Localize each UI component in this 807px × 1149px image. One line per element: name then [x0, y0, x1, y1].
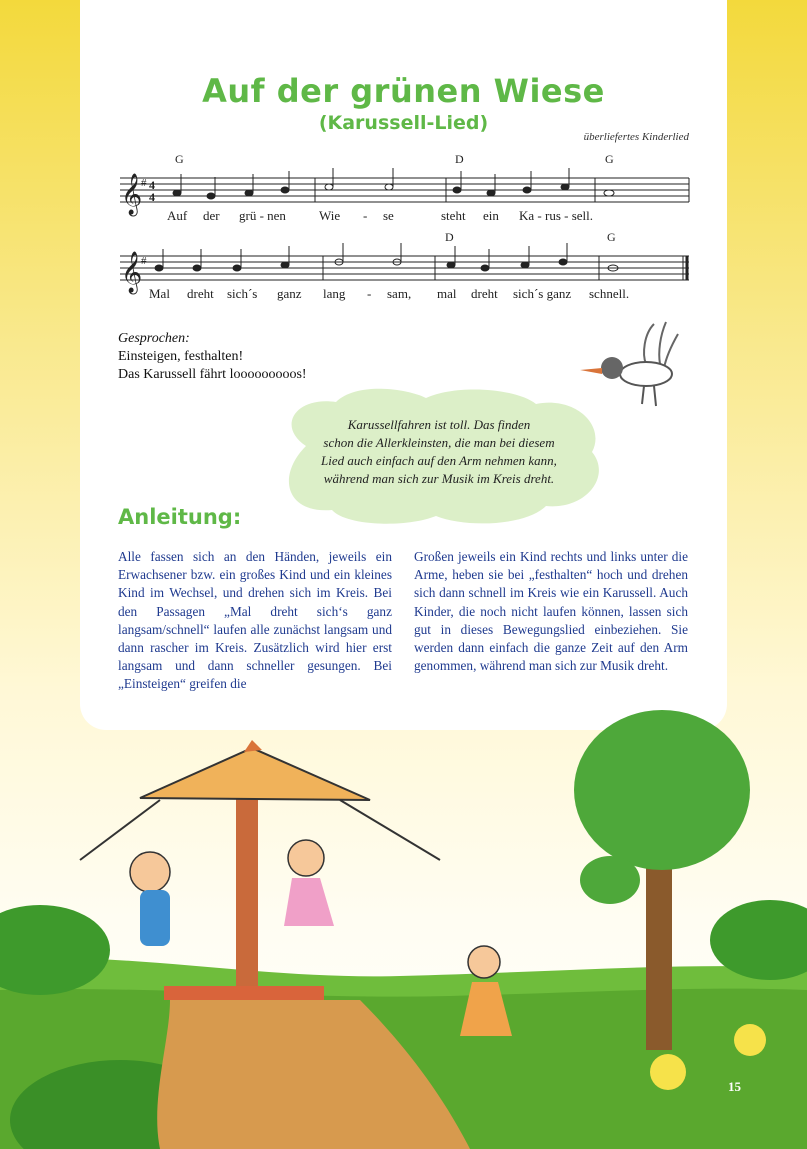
lyric: Wie [319, 208, 341, 223]
song-source: überliefertes Kinderlied [583, 131, 689, 143]
lyric: mal [437, 286, 457, 301]
spoken-text [118, 330, 307, 384]
lyric: sam, [387, 286, 412, 301]
instructions-heading: Anleitung: [118, 505, 242, 529]
svg-text:#: # [141, 177, 147, 189]
lyric: sich´s ganz [513, 286, 572, 301]
chord-d: D [455, 152, 464, 166]
chord-g: G [607, 230, 616, 244]
treble-clef-icon: 𝄞 [121, 174, 143, 215]
carousel-illustration [0, 700, 807, 1149]
cloud-line: schon die Allerkleinsten, die man bei diesem [323, 435, 555, 450]
lyric: grü - nen [239, 208, 286, 223]
lyric: ein [483, 208, 499, 223]
chord-g: G [605, 152, 614, 166]
lyric: Ka - rus - sell. [519, 208, 594, 223]
spoken-line: Einsteigen, festhalten! [118, 349, 244, 364]
lyric: se [383, 208, 394, 223]
music-staff-2 [115, 228, 691, 308]
lyric: dreht [187, 286, 214, 301]
lyric: - [363, 208, 368, 223]
lyric: der [203, 208, 220, 223]
lyric: schnell. [589, 286, 630, 301]
lyric: dreht [471, 286, 498, 301]
lyric: - [367, 286, 372, 301]
page-number: 15 [728, 1079, 741, 1094]
lyric: lang [323, 286, 346, 301]
music-staff-1 [115, 150, 691, 230]
lyric: steht [441, 208, 466, 223]
lyric: sich´s [227, 286, 258, 301]
cloud-line: Karussellfahren ist toll. Das finden [347, 417, 531, 432]
lyric: ganz [277, 286, 302, 301]
lyric: Auf [167, 208, 188, 223]
treble-clef-icon: 𝄞 [121, 252, 143, 293]
svg-text:4: 4 [149, 178, 155, 192]
cloud-line: während man sich zur Musik im Kreis dreht. [323, 471, 555, 486]
instructions-column-2: Großen jeweils ein Kind rechts und links unter die Arme, heben sie bei „festhalten“ hoch und drehen sich dann schnell im Kreis wie ein Karussell. Auch Kinder, die noch nicht laufen können, lassen sich gut in dieses Bewegungslied einbeziehen. Sie werden dann einfach die ganze Zeit auf den Arm genommen, während man sich zur Musik dreht. [414, 549, 688, 674]
chord-d: D [445, 230, 454, 244]
chord-g: G [175, 152, 184, 166]
lyric: Mal [149, 286, 170, 301]
cloud-text [286, 416, 592, 488]
song-subtitle: (Karussell-Lied) [318, 112, 489, 134]
spoken-label: Gesprochen: [118, 331, 190, 346]
svg-text:#: # [141, 255, 147, 267]
spoken-line: Das Karussell fährt looooooooos! [118, 367, 307, 382]
cloud-line: Lied auch einfach auf den Arm nehmen kann, [321, 453, 557, 468]
svg-text:4: 4 [149, 190, 155, 204]
song-title: Auf der grünen Wiese [202, 72, 605, 110]
instructions-column-1: Alle fassen sich an den Händen, jeweils ein Erwachsener bzw. ein großes Kind und ein kleines Kind im Wechsel, und drehen sich im Kreis. Bei den Passagen „Mal dreht sich‘s ganz langsam/schnell“ laufen alle zunächst langsam und dann rascher im Kreis. Zusätzlich wird hier erst langsam und dann schneller gesungen. Bei „Einsteigen“ greifen die [118, 549, 392, 692]
